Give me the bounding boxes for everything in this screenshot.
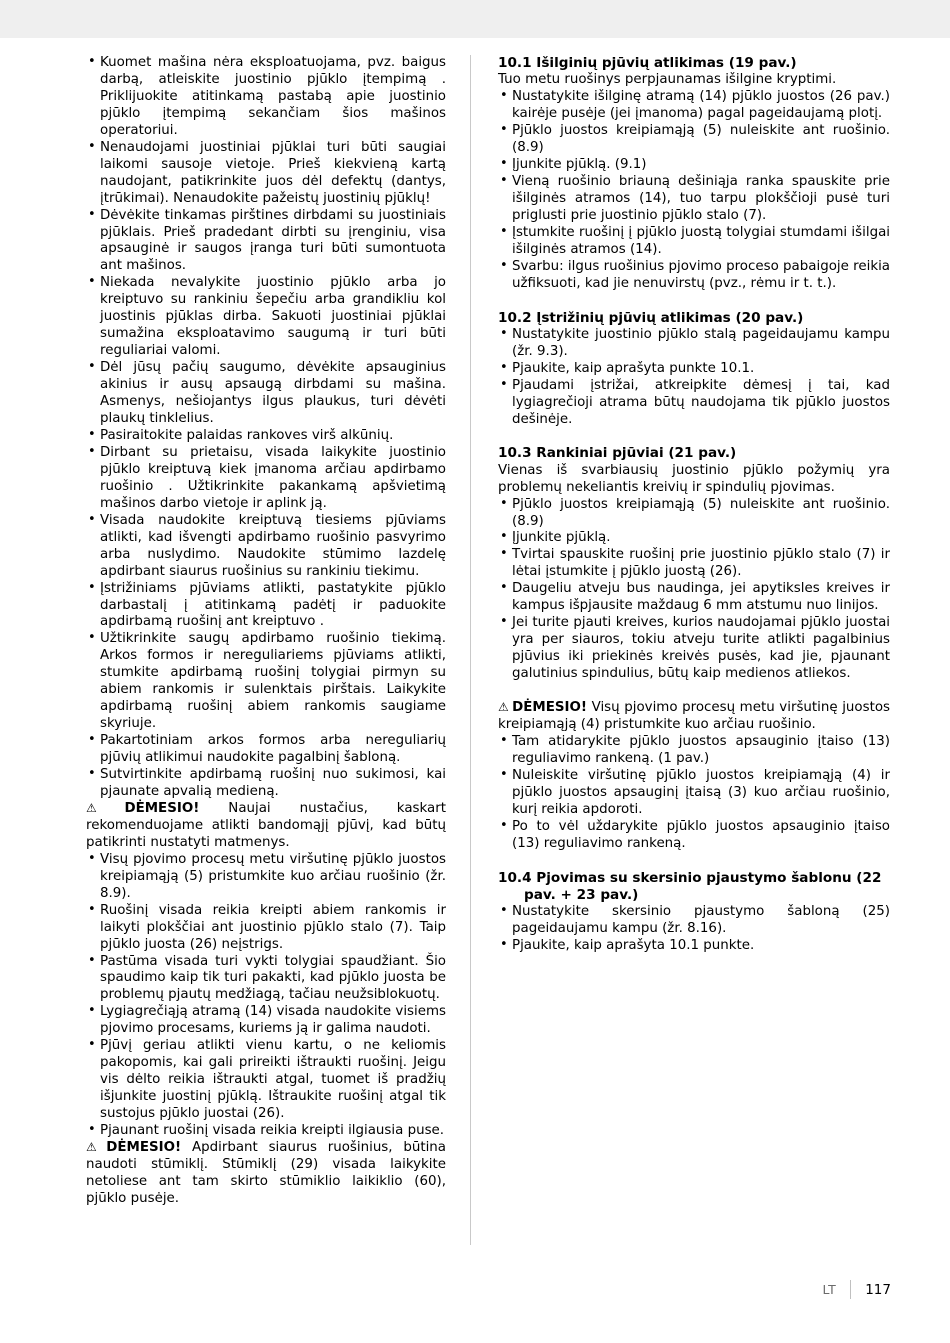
- warning-text: Apdirbant siaurus ruošinius, būtina naudoti stūmiklį. Stūmiklį (29) visada laikykite netoliese ant tam skirto stūmiklio laikiklio (60), pjūklo pusėje.: [86, 1140, 446, 1206]
- left-bullet-list-2: [86, 852, 446, 1140]
- list-item: [498, 89, 890, 123]
- list-item-text: Pjūklo juostos kreipiamąją (5) nuleiskite ant ruošinio. (8.9): [512, 496, 890, 529]
- list-item-text: Svarbu: ilgus ruošinius pjovimo proceso pabaigoje reikia užfiksuoti, kad jie nenuvirstų (pvz., rėmu ir t. t.).: [512, 258, 890, 291]
- list-item-text: Įjunkite pjūklą. (9.1): [512, 156, 647, 172]
- footer-language-code: LT: [822, 1282, 837, 1297]
- list-item-text: Nuleiskite viršutinę pjūklo juostos kreipiamąją (4) ir pjūklo juostos apsauginį įtaisą (3) kuo arčiau ruošinio, kurį reikia apdoroti.: [512, 767, 890, 817]
- left-column: [0, 55, 470, 1245]
- list-item-text: Nenaudojami juostiniai pjūklai turi būti saugiai laikomi sausoje vietoje. Prieš kiekvieną kartą naudojant, patikrinkite juos dėl defektų (dantys, įtrūkimai). Nenaudokite pažeistų juostinių pjūklų!: [100, 139, 446, 206]
- list-item: [498, 734, 890, 768]
- list-item: [86, 140, 446, 208]
- list-item: [86, 852, 446, 903]
- list-item-text: Tam atidarykite pjūklo juostos apsauginio įtaiso (13) reguliavimo rankeną. (1 pav.): [512, 733, 890, 766]
- list-item: [86, 1038, 446, 1123]
- list-item-text: Nustatykite išilginę atramą (14) pjūklo juostos (26 pav.) kairėje pusėje (jei įmanoma) pagal pageidaujamą plotį.: [512, 89, 890, 122]
- section-heading-10-2: 10.2 Įstrižinių pjūvių atlikimas (20 pav.): [498, 309, 804, 326]
- list-item: [86, 733, 446, 767]
- list-item-text: Tvirtai spauskite ruošinį prie juostinio pjūklo stalo (7) ir lėtai įstumkite į pjūklo juostą (26).: [512, 547, 890, 580]
- list-item: [498, 547, 890, 581]
- list-item: [498, 819, 890, 853]
- list-item-text: Po to vėl uždarykite pjūklo juostos apsauginio įtaiso (13) reguliavimo rankeną.: [512, 818, 890, 851]
- page-content: [0, 55, 950, 1245]
- list-item-text: Dėvėkite tinkamas pirštines dirbdami su juostiniais pjūklais. Prieš pradedant dirbti su įrenginiu, visa apsauginė ir saugos įranga turi būti sumontuota ant mašinos.: [100, 207, 446, 274]
- list-item-text: Pjaukite, kaip aprašyta punkte 10.1.: [512, 360, 755, 376]
- list-item-text: Daugeliu atveju bus naudinga, jei apytiksles kreives ir kampus išpjausite maždaug 6 mm atstumu nuo linijos.: [512, 581, 890, 614]
- list-item: [498, 259, 890, 293]
- list-item: [498, 123, 890, 157]
- list-item: [86, 513, 446, 581]
- section-10-1-list: [498, 89, 890, 292]
- warning-text: Visų pjovimo procesų metu viršutinę juostos kreipiamąją (4) pristumkite kuo arčiau ruošinio.: [498, 700, 891, 733]
- list-item-text: Lygiagrečiąją atramą (14) visada naudokite visiems pjovimo procesams, kuriems ją ir galima naudoti.: [100, 1004, 446, 1037]
- section-10-1-intro: Tuo metu ruošinys perpjaunamas išilgine kryptimi.: [498, 72, 837, 88]
- list-item-text: Vieną ruošinio briauną dešiniąja ranka spauskite prie išilginės atramos (14), tuo tarpu plokščioji pusė turi priglusti prie juostinio pjūklo stalo (7).: [512, 173, 890, 223]
- list-item: [86, 767, 446, 801]
- list-item: [498, 581, 890, 615]
- list-item-text: Sutvirtinkite apdirbamą ruošinį nuo sukimosi, kai pjaunate apvalią medieną.: [100, 767, 446, 799]
- list-item: [86, 275, 446, 360]
- list-item-text: Jei turite pjauti kreives, kurios naudojamai pjūklo juostai yra per siauros, tokiu atveju turite atlikti pagalbinius pjūvius iki priekinės kreivės pusės, kad jie, pjaunant galutinius spindulius, būtų kaip medienos atliekos.: [512, 615, 890, 682]
- list-item-text: Pjaukite, kaip aprašyta 10.1 punkte.: [512, 937, 755, 953]
- warning-note-right: [498, 700, 890, 734]
- list-item: [498, 157, 890, 174]
- list-item-text: Visų pjovimo procesų metu viršutinę pjūklo juostos kreipiamąją (5) pristumkite kuo arčiau ruošinio (žr. 8.9).: [100, 851, 446, 901]
- list-item-text: Įstrižiniams pjūviams atlikti, pastatykite pjūklo darbastalį į atitinkamą padėtį ir paduokite apdirbamą ruošinį ant kreiptuvo .: [100, 580, 446, 630]
- list-item: [86, 581, 446, 632]
- list-item: [86, 55, 446, 140]
- list-item: [498, 530, 890, 547]
- section-heading-10-3: 10.3 Rankiniai pjūviai (21 pav.): [498, 445, 737, 462]
- warning-label: DĖMESIO!: [124, 800, 200, 816]
- list-item-text: Pastūma visada turi vykti tolygiai spaudžiant. Šio spaudimo kaip tik turi pakakti, kad pjūklo juosta be problemų pjautų medžiagą, tačiau neužsiblokuotų.: [100, 953, 446, 1003]
- page-footer: [823, 1280, 891, 1299]
- list-item: [86, 360, 446, 428]
- warning-label: DĖMESIO!: [512, 700, 587, 716]
- list-item: [86, 445, 446, 513]
- section-10-3-list: [498, 497, 890, 683]
- list-item: [498, 174, 890, 225]
- list-item-text: Visada naudokite kreiptuvą tiesiems pjūviams atlikti, kad išvengti apdirbamo ruošinio pasvyrimo arba nuslydimo. Naudokite stūmimo lazdelę apdirbant siaurus ruošinius su rankiniu tiekimu.: [100, 512, 446, 579]
- warning-note-2: [86, 1140, 446, 1208]
- warning-label: DĖMESIO!: [106, 1140, 182, 1155]
- list-item: [498, 327, 890, 361]
- list-item: [86, 631, 446, 733]
- list-item: [498, 225, 890, 259]
- list-item: [86, 903, 446, 954]
- list-item-text: Dėl jūsų pačių saugumo, dėvėkite apsauginius akinius ir ausų apsaugą dirbdami su mašina. Asmenys, nešiojantys ilgus plaukus, turi dėvėti plaukų tinklelius.: [100, 360, 446, 427]
- list-item-text: Nustatykite juostinio pjūklo stalą pageidaujamu kampu (žr. 9.3).: [512, 326, 890, 359]
- list-item: [86, 208, 446, 276]
- list-item: [498, 768, 890, 819]
- list-item-text: Įjunkite pjūklą.: [512, 530, 611, 546]
- list-item: [86, 1004, 446, 1038]
- footer-page-number: 117: [865, 1281, 891, 1298]
- list-item: [498, 497, 890, 531]
- list-item-text: Pjūvį geriau atlikti vienu kartu, o ne keliomis pakopomis, kai gali prireikti ištraukti ruošinį. Jeigu vis dėlto reikia ištraukti atgal, tuomet iš pradžių išjunkite juostinį pjūklą. Ištraukite ruošinį atgal tik sustojus pjūklo juostai (26).: [100, 1038, 446, 1122]
- list-item: [498, 361, 890, 378]
- section-10-2-list: [498, 327, 890, 429]
- list-item-text: Įstumkite ruošinį į pjūklo juostą tolygiai stumdami išilgai išilginės atramos (14).: [512, 224, 890, 257]
- section-heading-10-1: 10.1 Išilginių pjūvių atlikimas (19 pav.): [498, 55, 797, 71]
- list-item-text: Nustatykite skersinio pjaustymo šabloną (25) pageidaujamu kampu (žr. 8.16).: [512, 904, 890, 936]
- warning-triangle-icon: ⚠: [498, 700, 510, 715]
- list-item-text: Ruošinį visada reikia kreipti abiem rankomis ir laikyti plokščiai ant juostinio pjūklo stalo (7). Taip pjūklo juosta (26) neįstrigs.: [100, 902, 446, 952]
- list-item-text: Užtikrinkite saugų apdirbamo ruošinio tiekimą. Arkos formos ir nereguliariems pjūviams atlikti, stumkite apdirbamą ruošinį tolygiai pirmyn su abiem rankomis ir sulenktais pirštais. Laikykite apdirbamą ruošinį abiem rankomis saugiame skyriuje.: [100, 631, 446, 732]
- page-top-band: [0, 0, 950, 38]
- list-item-text: Pasiraitokite palaidas rankoves virš alkūnių.: [100, 427, 394, 443]
- list-item: [498, 378, 890, 429]
- warning-note-1: [86, 801, 446, 852]
- list-item: [498, 904, 890, 938]
- list-item-text: Dirbant su prietaisu, visada laikykite juostinio pjūklo kreiptuvą kiek įmanoma arčiau apdirbamo ruošinio . Užtikrinkite pakankamą apšvietimą mašinos darbo vietoje ir aplink ją.: [100, 444, 446, 511]
- list-item: [86, 1123, 446, 1140]
- list-item: [86, 428, 446, 445]
- list-item-text: Pjūklo juostos kreipiamąją (5) nuleiskite ant ruošinio. (8.9): [512, 123, 890, 155]
- list-item-text: Niekada nevalykite juostinio pjūklo arba jo kreiptuvo su rankiniu šepečiu arba grandikliu kol juostinis pjūklas dirba. Sakuoti juostiniai pjūklai sumažina eksploatavimo saugumą ir turi būti reguliariai valomi.: [100, 275, 446, 359]
- section-10-3-intro: Vienas iš svarbiausių juostinio pjūklo požymių yra problemų nekeliantis kreivių ir spindulių pjovimas.: [498, 462, 890, 495]
- list-item: [498, 938, 890, 955]
- list-item: [86, 954, 446, 1005]
- warning-bullet-list: [498, 734, 890, 853]
- list-item-text: Pjaunant ruošinį visada reikia kreipti ilgiausia puse.: [100, 1123, 445, 1139]
- right-column: [470, 55, 950, 1245]
- section-heading-10-4: 10.4 Pjovimas su skersinio pjaustymo šablonu (22 pav. + 23 pav.): [498, 869, 882, 903]
- list-item-text: Pjaudami įstrižai, atkreipkite dėmesį į tai, kad lygiagrečioji atrama būtų naudojama tik pjūklo juostos dešinėje.: [512, 377, 890, 427]
- list-item-text: Kuomet mašina nėra eksploatuojama, pvz. baigus darbą, atleiskite juostinio pjūklo įtempimą . Priklijuokite atitinkamą pastabą apie juostinio pjūklo įtempimą sekančiam šios mašinos operatoriui.: [100, 55, 446, 138]
- warning-triangle-icon: ⚠: [86, 1140, 104, 1154]
- list-item-text: Pakartotiniam arkos formos arba nereguliarių pjūvių atlikimui naudokite pagalbinį šabloną.: [100, 733, 446, 766]
- section-10-4-list: [498, 904, 890, 955]
- footer-divider: [850, 1280, 851, 1299]
- left-bullet-list-1: [86, 55, 446, 801]
- warning-triangle-icon: ⚠: [86, 800, 122, 815]
- warning-text: Naujai nustačius, kaskart rekomenduojame atlikti bandomąjį pjūvį, kad būtų patikrinti nustatyti matmenys.: [86, 800, 446, 850]
- list-item: [498, 615, 890, 683]
